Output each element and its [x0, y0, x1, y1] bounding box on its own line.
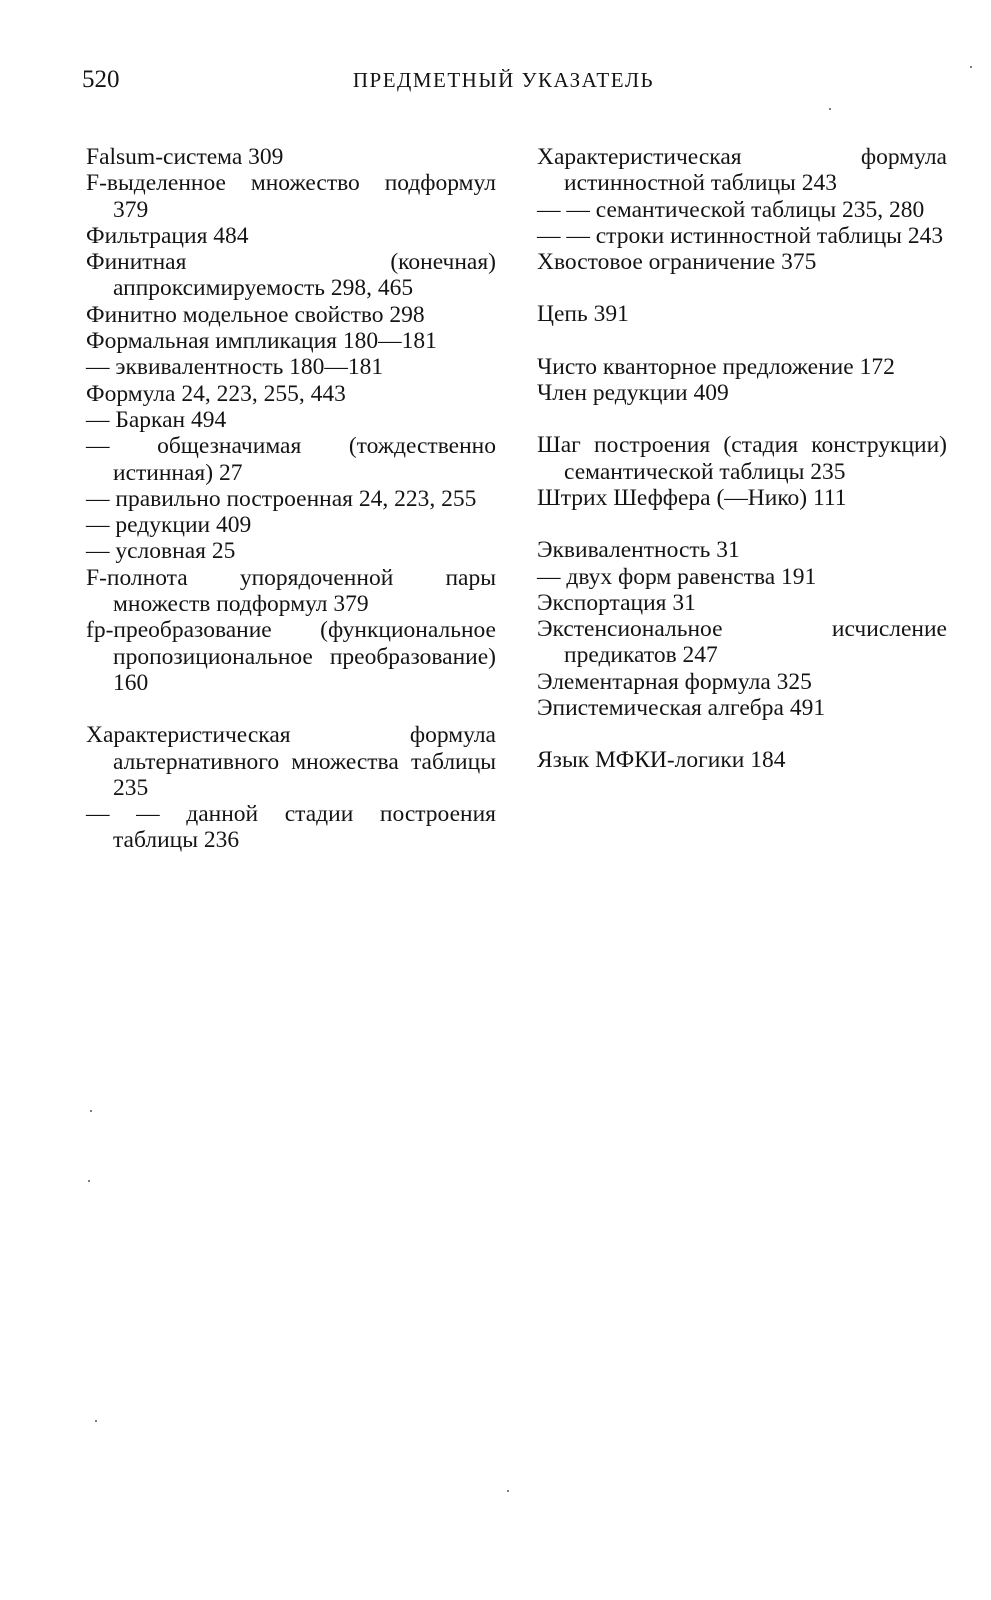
index-entry: Эпистемическая алгебра 491: [537, 695, 826, 722]
index-entry: F-выделенное множество подформул 379: [86, 170, 496, 223]
section-gap: [537, 406, 947, 432]
index-entry: Язык МФКИ-логики 184: [537, 747, 786, 774]
index-entry: Falsum-система 309: [86, 144, 284, 170]
section-gap: [537, 328, 947, 354]
index-entry: Цепь 391: [537, 301, 629, 328]
index-entry: — условная 25: [86, 538, 236, 565]
index-entry: — общезначимая (тождественно истинная) 27: [86, 433, 496, 486]
scan-speck: [970, 66, 972, 68]
index-entry: — двух форм равенства 191: [537, 563, 817, 590]
index-column-right: [537, 144, 947, 774]
page-number: 520: [82, 66, 120, 93]
index-column-left: [86, 144, 496, 854]
index-entry: Характеристическая формула истинностной таблицы 243: [537, 144, 947, 197]
index-entry: Характеристическая формула альтернативного множества таблицы 235: [86, 722, 496, 801]
section-gap: [537, 275, 947, 301]
index-entry: Чисто кванторное предложение 172: [537, 353, 895, 380]
scan-speck: [90, 1110, 92, 1112]
scan-speck: [88, 1180, 90, 1182]
scan-speck: [95, 1420, 97, 1422]
page-header: [0, 66, 991, 106]
index-entry: F-полнота упорядоченной пары множеств подформул 379: [86, 564, 496, 618]
index-entry: Формула 24, 223, 255, 443: [86, 380, 346, 407]
index-entry: Экспортация 31: [537, 589, 696, 616]
scan-speck: [507, 1490, 509, 1492]
index-entry: Финитная (конечная) аппроксимируемость 298, 465: [86, 249, 496, 302]
index-entry: Штрих Шеффера (—Нико) 111: [537, 484, 847, 511]
index-entry: Экстенсиональное исчисление предикатов 247: [537, 616, 947, 669]
index-entry: Хвостовое ограничение 375: [537, 249, 817, 276]
index-entry: — правильно построенная 24, 223, 255: [86, 485, 477, 512]
index-entry: Шаг построения (стадия конструкции) семантической таблицы 235: [537, 432, 947, 485]
index-entry: — эквивалентность 180—181: [86, 354, 384, 381]
index-entry: — — строки истинностной таблицы 243: [537, 222, 944, 249]
index-entry: fp-преобразование (функциональное пропозициональное преобразование) 160: [86, 617, 496, 696]
index-entry: — — семантической таблицы 235, 280: [537, 196, 925, 223]
index-entry: — редукции 409: [86, 512, 252, 539]
index-entry: — Баркан 494: [86, 406, 227, 433]
index-entry: Член редукции 409: [537, 380, 729, 407]
index-entry: Эквивалентность 31: [537, 537, 740, 564]
index-entry: Элементарная формула 325: [537, 668, 812, 695]
index-entry: — — данной стадии построения таблицы 236: [86, 801, 496, 854]
index-entry: Финитно модельное свойство 298: [86, 301, 425, 328]
section-gap: [537, 511, 947, 537]
section-gap: [86, 696, 496, 722]
section-gap: [537, 721, 947, 747]
index-entry: Формальная импликация 180—181: [86, 328, 437, 355]
index-entry: Фильтрация 484: [86, 222, 249, 249]
scan-speck: [829, 108, 831, 110]
running-title: ПРЕДМЕТНЫЙ УКАЗАТЕЛЬ: [352, 68, 655, 92]
